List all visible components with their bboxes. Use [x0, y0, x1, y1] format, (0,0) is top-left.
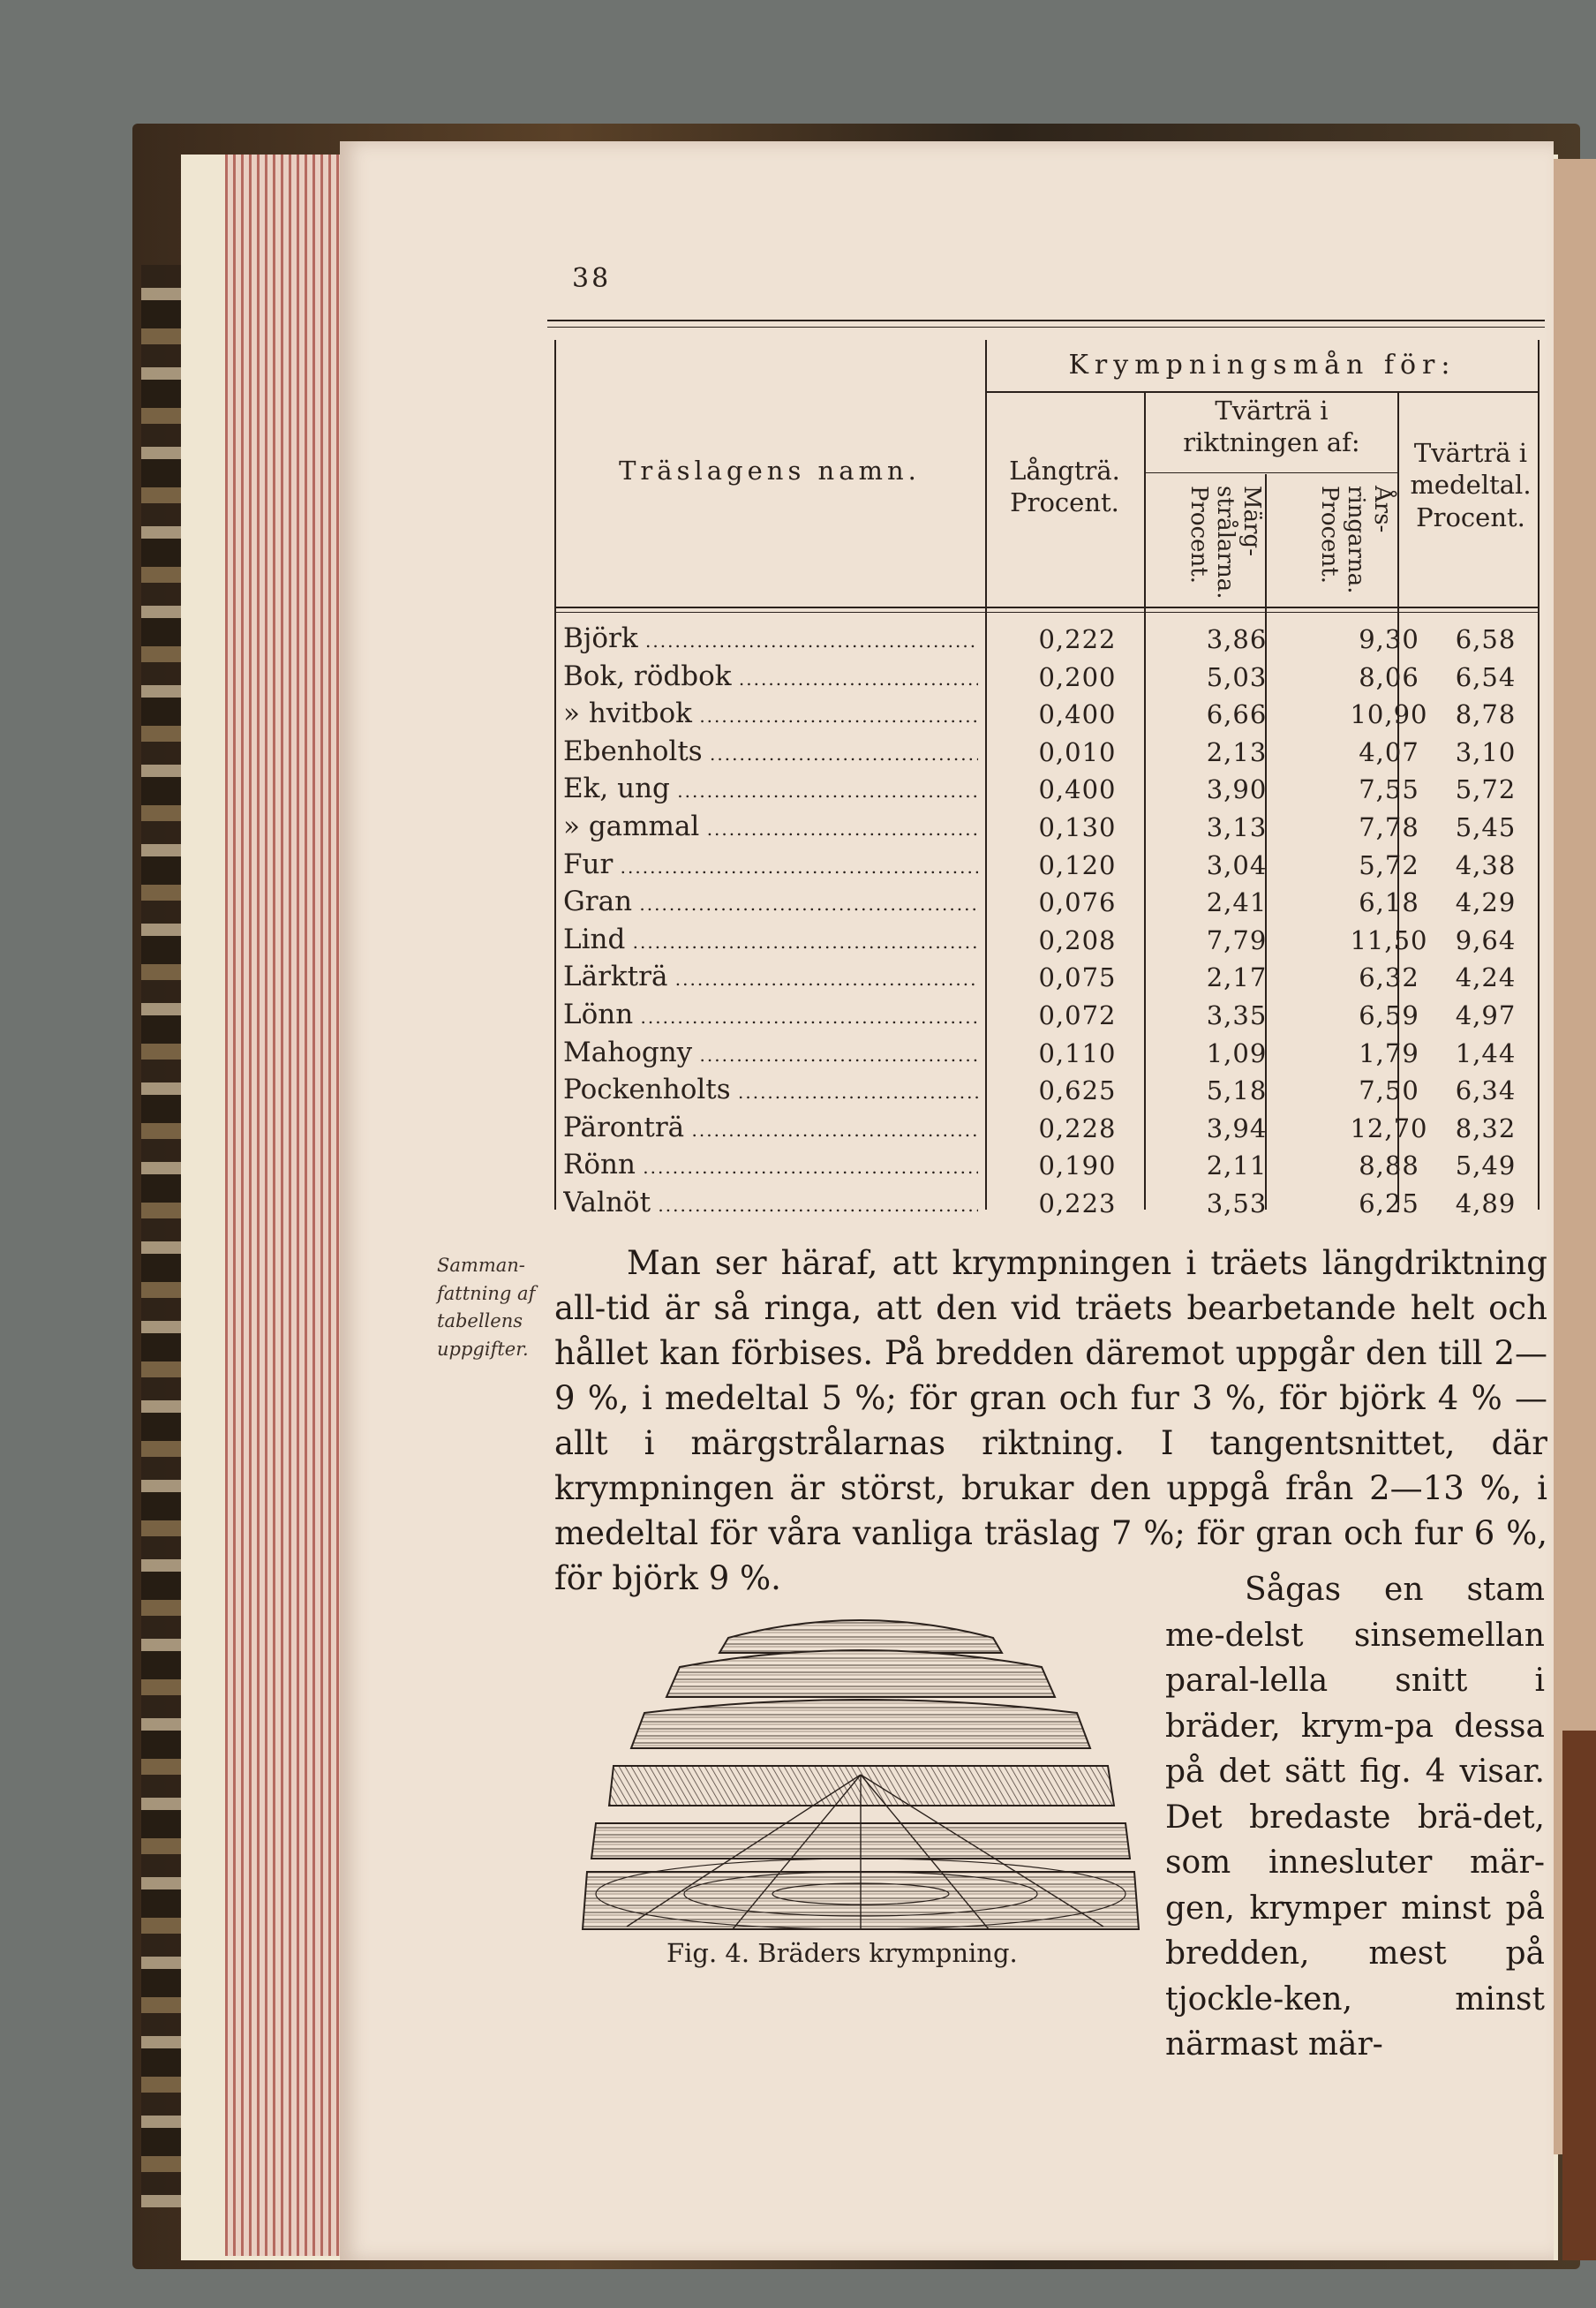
- average-value: 6,34: [1455, 1075, 1517, 1106]
- table-row: [554, 773, 1540, 811]
- body-paragraph-1: [554, 1241, 1547, 1601]
- header-longitudinal: [985, 455, 1144, 519]
- margin-note: Samman-fattning af tabellens uppgifter.: [437, 1255, 536, 1360]
- average-value: 6,58: [1455, 624, 1517, 654]
- longitudinal-value: 0,072: [1038, 1000, 1117, 1030]
- rings-value: 9,30: [1359, 624, 1419, 654]
- medullary-value: 5,03: [1206, 661, 1268, 692]
- longitudinal-value: 0,400: [1038, 774, 1117, 805]
- species-name: Lärkträ .....: [563, 961, 978, 992]
- longitudinal-value: 0,223: [1038, 1188, 1117, 1218]
- average-value: 4,89: [1455, 1188, 1517, 1218]
- average-value: 5,49: [1455, 1150, 1517, 1181]
- average-value: 4,29: [1455, 887, 1517, 918]
- table-row: [554, 698, 1540, 735]
- table-row: [554, 622, 1540, 660]
- page-number: 38: [572, 263, 612, 294]
- medullary-value: 3,13: [1206, 812, 1268, 842]
- longitudinal-value: 0,010: [1038, 736, 1117, 767]
- species-name: » hvitbok .....: [563, 698, 978, 729]
- species-name: Gran .....: [563, 886, 978, 917]
- table-row: [554, 811, 1540, 849]
- paragraph-2-text: Sågas en stam me-delst sinsemellan paral-lella snitt i bräder, krym-pa dessa på det sätt fig. 4 visar. Det bredaste brä-det, som innesluter mär-gen, krymper minst på bredden, mest på tjockle-ken, minst närmast mär-: [1165, 1572, 1545, 2063]
- table-cross-rule: [1144, 472, 1397, 473]
- average-value: 6,54: [1455, 661, 1517, 692]
- figure-board-shrinkage: [574, 1598, 1148, 1934]
- average-value: 1,44: [1455, 1037, 1517, 1068]
- species-name: Rönn .....: [563, 1149, 978, 1180]
- longitudinal-value: 0,120: [1038, 849, 1117, 880]
- header-rings-3: Procent.: [1316, 486, 1344, 584]
- medullary-value: 2,11: [1206, 1150, 1268, 1181]
- header-average: [1409, 437, 1532, 533]
- medullary-value: 5,18: [1206, 1075, 1268, 1106]
- header-longitudinal-label: Långträ.: [1009, 456, 1120, 486]
- average-value: 5,45: [1455, 812, 1517, 842]
- header-medullary-1: Märg-: [1238, 486, 1265, 556]
- header-annual-rings: [1315, 486, 1395, 594]
- header-cross-direction: Tvärträ i riktningen af:: [1183, 396, 1360, 458]
- table-group-rule: [985, 391, 1540, 393]
- medullary-value: 3,53: [1206, 1188, 1268, 1218]
- longitudinal-value: 0,400: [1038, 699, 1117, 730]
- medullary-value: 2,17: [1206, 962, 1268, 993]
- species-name: Mahogny .....: [563, 1037, 978, 1068]
- header-shrinkage-group: Krympningsmån för:: [1068, 350, 1457, 381]
- average-value: 4,97: [1455, 1000, 1517, 1030]
- header-average-label: Tvärträ i medeltal.: [1410, 438, 1532, 501]
- table-row: [554, 1112, 1540, 1150]
- shrinkage-table: [554, 340, 1540, 1218]
- longitudinal-value: 0,228: [1038, 1113, 1117, 1143]
- medullary-value: 2,41: [1206, 887, 1268, 918]
- table-row: [554, 1187, 1540, 1225]
- average-value: 8,78: [1455, 699, 1517, 730]
- rings-value: 8,06: [1359, 661, 1419, 692]
- table-row: [554, 886, 1540, 924]
- header-rings-2: ringarna.: [1343, 486, 1370, 594]
- species-name: Björk .....: [563, 622, 978, 654]
- medullary-value: 7,79: [1206, 924, 1268, 955]
- longitudinal-value: 0,222: [1038, 624, 1117, 654]
- longitudinal-value: 0,190: [1038, 1150, 1117, 1181]
- rings-value: 12,70: [1350, 1113, 1428, 1143]
- table-row: [554, 1149, 1540, 1187]
- rings-value: 5,72: [1359, 849, 1419, 880]
- average-value: 5,72: [1455, 774, 1517, 805]
- longitudinal-value: 0,200: [1038, 661, 1117, 692]
- average-value: 8,32: [1455, 1113, 1517, 1143]
- table-row: [554, 660, 1540, 698]
- header-species-name: Träslagens namn.: [619, 456, 921, 486]
- table-row: [554, 1037, 1540, 1075]
- table-row: [554, 924, 1540, 962]
- rings-value: 7,78: [1359, 812, 1419, 842]
- header-medullary-2: strålarna.: [1212, 486, 1239, 600]
- header-average-unit: Procent.: [1416, 502, 1525, 532]
- medullary-value: 3,04: [1206, 849, 1268, 880]
- rings-value: 6,32: [1359, 962, 1419, 993]
- rings-value: 7,55: [1359, 774, 1419, 805]
- header-rings-1: Års-: [1369, 486, 1396, 533]
- longitudinal-value: 0,130: [1038, 812, 1117, 842]
- rings-value: 11,50: [1350, 924, 1428, 955]
- average-value: 3,10: [1455, 736, 1517, 767]
- longitudinal-value: 0,110: [1038, 1037, 1117, 1068]
- header-rule-thin: [547, 327, 1545, 328]
- longitudinal-value: 0,208: [1038, 924, 1117, 955]
- species-name: Ebenholts .....: [563, 735, 978, 767]
- rings-value: 1,79: [1359, 1037, 1419, 1068]
- header-medullary-3: Procent.: [1186, 486, 1213, 584]
- table-row: [554, 999, 1540, 1037]
- species-name: Lönn .....: [563, 999, 978, 1030]
- species-name: Ek, ung .....: [563, 773, 978, 804]
- longitudinal-value: 0,075: [1038, 962, 1117, 993]
- header-medullary-rays: [1185, 486, 1264, 599]
- species-name: Pockenholts .....: [563, 1074, 978, 1105]
- table-header-rule: [554, 607, 1540, 608]
- medullary-value: 3,94: [1206, 1113, 1268, 1143]
- average-value: 9,64: [1455, 924, 1517, 955]
- paragraph-1-text: Man ser häraf, att krympningen i träets längdriktning all-tid är så ringa, att den vid träets bearbetande helt och hållet kan förbises. På bredden däremot uppgår den till 2—9 %, i medeltal 5 %; för gran och fur 3 %, för björk 4 % — allt i märgstrålarnas riktning. I tangentsnittet, där krympningen är störst, brukar den uppgå från 2—13 %, i medeltal för våra vanliga träslag 7 %; för gran och fur 6 %, för björk 9 %.: [554, 1244, 1547, 1597]
- longitudinal-value: 0,625: [1038, 1075, 1117, 1106]
- species-name: Fur .....: [563, 849, 978, 880]
- average-value: 4,38: [1455, 849, 1517, 880]
- medullary-value: 2,13: [1206, 736, 1268, 767]
- rings-value: 7,50: [1359, 1075, 1419, 1106]
- species-name: Bok, rödbok .....: [563, 660, 978, 692]
- medullary-value: 3,35: [1206, 1000, 1268, 1030]
- medullary-value: 6,66: [1206, 699, 1268, 730]
- table-row: [554, 961, 1540, 999]
- back-cover-corner: [1562, 1731, 1596, 2260]
- header-longitudinal-unit: Procent.: [1010, 487, 1119, 518]
- table-row: [554, 1074, 1540, 1112]
- table-header-rule-thin: [554, 612, 1540, 613]
- rings-value: 6,59: [1359, 1000, 1419, 1030]
- rings-value: 6,25: [1359, 1188, 1419, 1218]
- longitudinal-value: 0,076: [1038, 887, 1117, 918]
- medullary-value: 3,86: [1206, 624, 1268, 654]
- rings-value: 4,07: [1359, 736, 1419, 767]
- medullary-value: 1,09: [1206, 1037, 1268, 1068]
- rings-value: 8,88: [1359, 1150, 1419, 1181]
- figure-caption: Fig. 4. Bräders krympning.: [666, 1938, 1018, 1968]
- species-name: Päronträ .....: [563, 1112, 978, 1143]
- species-name: Valnöt .....: [563, 1187, 978, 1218]
- rings-value: 6,18: [1359, 887, 1419, 918]
- rings-value: 10,90: [1350, 699, 1428, 730]
- species-name: » gammal .....: [563, 811, 978, 842]
- table-row: [554, 849, 1540, 886]
- table-row: [554, 735, 1540, 773]
- page-edges: [225, 155, 340, 2256]
- average-value: 4,24: [1455, 962, 1517, 993]
- header-rule: [547, 320, 1545, 321]
- medullary-value: 3,90: [1206, 774, 1268, 805]
- body-paragraph-2: [1165, 1567, 1545, 2068]
- species-name: Lind .....: [563, 924, 978, 955]
